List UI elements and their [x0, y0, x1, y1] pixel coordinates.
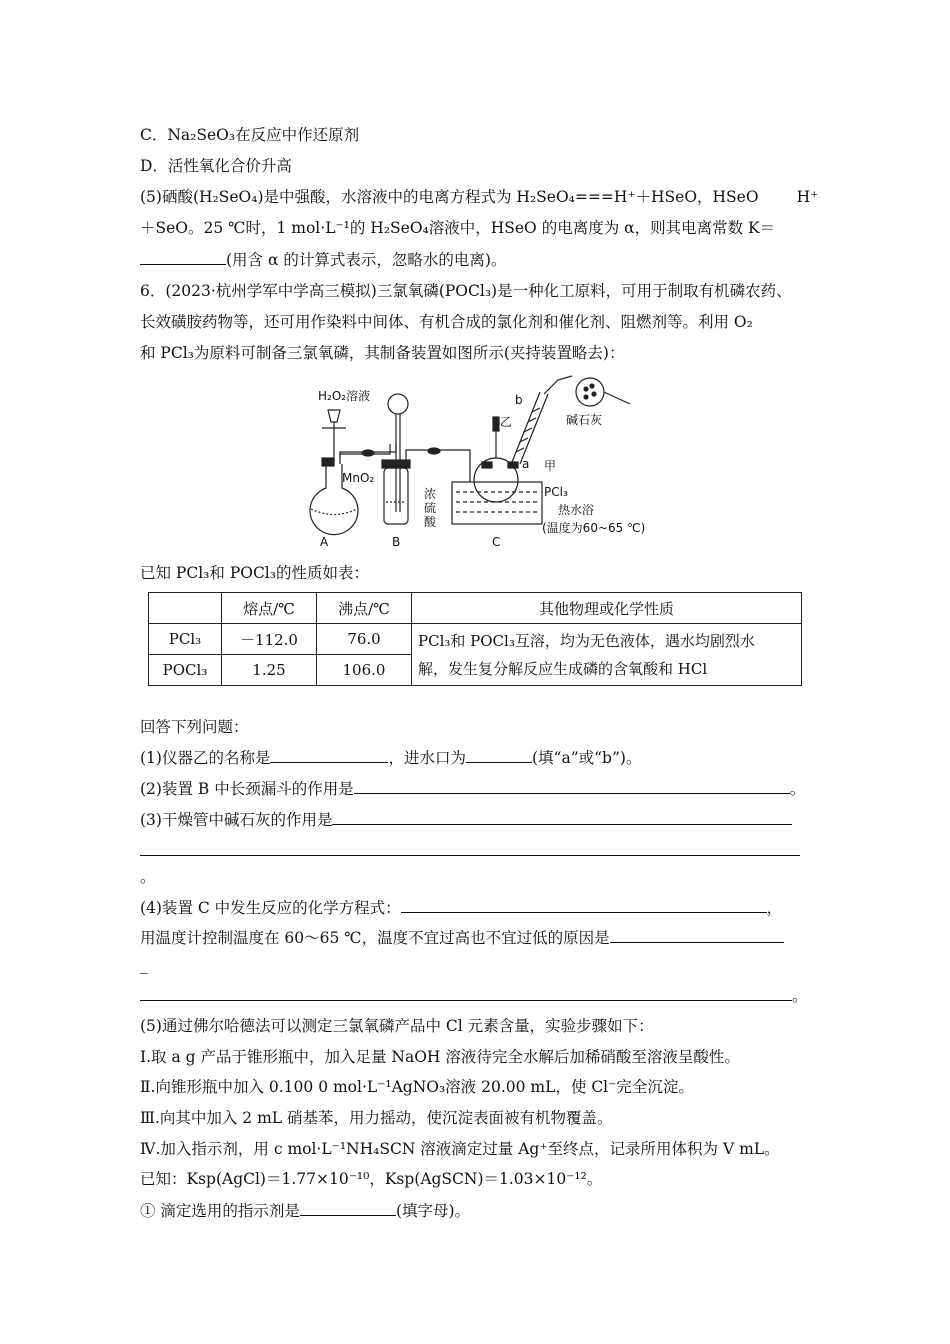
- question-2: [140, 777, 805, 800]
- label-c-apparatus: C: [492, 535, 501, 549]
- question5-line3: [140, 248, 506, 271]
- label-acid-1: 浓: [424, 487, 437, 501]
- q1-text: ，进水口为: [388, 749, 466, 767]
- q2-text: 。: [789, 780, 806, 798]
- q5-1-text: ① 滴定选用的指示剂是: [140, 1202, 300, 1220]
- answer-blank[interactable]: [300, 1199, 396, 1216]
- table-header: 熔点/℃: [222, 593, 317, 624]
- table-cell: 106.0: [317, 655, 412, 686]
- label-bath: 热水浴: [558, 503, 595, 517]
- step-3: Ⅲ.向其中加入 2 mL 硝基苯，用力摇动，使沉淀表面被有机物覆盖。: [140, 1109, 613, 1127]
- label-h2o2: H₂O₂溶液: [318, 389, 371, 403]
- label-b: b: [515, 393, 523, 407]
- label-acid-3: 酸: [424, 515, 437, 529]
- label-yi: 乙: [500, 415, 513, 429]
- q1-text: (填“a”或“b”)。: [531, 749, 642, 767]
- question6-line3: 和 PCl₃为原料可制备三氯氧磷，其制备装置如图所示(夹持装置略去)：: [140, 344, 625, 362]
- answer-blank[interactable]: [140, 984, 792, 1001]
- question-4-line2: [140, 926, 784, 949]
- question5-line1: [140, 186, 818, 208]
- long-neck-funnel: [388, 394, 408, 414]
- label-lime: 碱石灰: [566, 413, 603, 427]
- q4-text: 。: [792, 987, 808, 1005]
- question-5: (5)通过佛尔哈德法可以测定三氯氧磷产品中 Cl 元素含量，实验步骤如下：: [140, 1017, 654, 1035]
- label-temp: (温度为60~65 ℃): [542, 521, 646, 535]
- q1-text: (1)仪器乙的名称是: [140, 749, 271, 767]
- question-4-line4: [140, 984, 808, 1007]
- question-4: [140, 896, 782, 919]
- label-b-apparatus: B: [392, 535, 401, 549]
- answer-blank[interactable]: [610, 926, 784, 943]
- table-cell: PCl₃: [149, 624, 222, 655]
- table-header: 其他物理或化学性质: [412, 593, 802, 624]
- label-acid-2: 硫: [424, 501, 437, 515]
- table-cell: POCl₃: [149, 655, 222, 686]
- q4-text: (4)装置 C 中发生反应的化学方程式：: [140, 899, 401, 917]
- option-c: C．Na₂SeO₃在反应中作还原剂: [140, 126, 360, 144]
- label-pcl3: PCl₃: [544, 485, 568, 499]
- properties-table: [148, 592, 802, 686]
- answer-blank[interactable]: [401, 896, 767, 913]
- q4-text: 用温度计控制温度在 60～65 ℃，温度不宜过高也不宜过低的原因是: [140, 929, 610, 947]
- questions-intro: 回答下列问题：: [140, 718, 249, 736]
- answer-blank[interactable]: [354, 777, 790, 794]
- answer-blank[interactable]: [140, 248, 226, 265]
- question-5-1: [140, 1199, 470, 1222]
- water-bath: [452, 482, 542, 524]
- label-a-apparatus: A: [320, 535, 329, 549]
- step-4: Ⅳ.加入指示剂，用 c mol·L⁻¹NH₄SCN 溶液滴定过量 Ag⁺至终点，记录所用体积为 V mL。: [140, 1140, 780, 1158]
- drying-tube: [576, 378, 604, 406]
- table-cell-desc: [412, 624, 802, 686]
- label-jia: 甲: [544, 459, 557, 473]
- question6-line2: 长效磺胺药物等，还可用作染料中间体、有机合成的氯化剂和催化剂、阻燃剂等。利用 O₂: [140, 313, 753, 331]
- step-1: Ⅰ.取 a g 产品于锥形瓶中，加入足量 NaOH 溶液待完全水解后加稀硝酸至溶液呈酸性。: [140, 1048, 740, 1066]
- table-header: 沸点/℃: [317, 593, 412, 624]
- q5-1-text: (填字母)。: [395, 1202, 471, 1220]
- q5-text-b: H⁺: [796, 188, 819, 206]
- desc-line: 解，发生复分解反应生成磷的含氧酸和 HCl: [418, 659, 708, 678]
- label-mno2: MnO₂: [342, 471, 375, 485]
- table-header: [149, 593, 222, 624]
- question-3-line2: [140, 839, 800, 862]
- table-intro: 已知 PCl₃和 POCl₃的性质如表：: [140, 564, 369, 582]
- table-header-row: [149, 593, 802, 624]
- q2-text: (2)装置 B 中长颈漏斗的作用是: [140, 780, 354, 798]
- ksp-values: 已知：Ksp(AgCl)＝1.77×10⁻¹⁰，Ksp(AgSCN)＝1.03×10⁻¹²。: [140, 1170, 603, 1188]
- question-3-end: 。: [140, 868, 156, 886]
- question-4-line3: _: [140, 956, 148, 974]
- question-3: [140, 808, 792, 831]
- separatory-funnel: [328, 410, 340, 422]
- label-a: a: [522, 457, 530, 471]
- answer-blank[interactable]: [270, 746, 388, 763]
- answer-blank[interactable]: [332, 808, 792, 825]
- question6-line1: 6．(2023·杭州学军中学高三模拟)三氯氧磷(POCl₃)是一种化工原料，可用于制取有机磷农药、: [140, 282, 792, 300]
- answer-blank[interactable]: [140, 839, 800, 856]
- step-2: Ⅱ.向锥形瓶中加入 0.100 0 mol·L⁻¹AgNO₃溶液 20.00 mL，使 Cl⁻完全沉淀。: [140, 1078, 694, 1096]
- question-1: [140, 746, 641, 769]
- table-cell: 1.25: [222, 655, 317, 686]
- q4-text: ，: [766, 899, 783, 917]
- question5-line2: ＋SeO。25 ℃时，1 mol·L⁻¹的 H₂SeO₄溶液中，HSeO 的电离度为 α，则其电离常数 K＝: [140, 219, 776, 237]
- q5-text-a: (5)硒酸(H₂SeO₄)是中强酸，水溶液中的电离方程式为 H₂SeO₄===H⁺＋HSeO，HSeO: [140, 188, 759, 206]
- apparatus-diagram: [300, 372, 660, 552]
- desc-line: PCl₃和 POCl₃互溶，均为无色液体，遇水均剧烈水: [418, 631, 755, 650]
- answer-blank[interactable]: [466, 746, 532, 763]
- table-cell: －112.0: [222, 624, 317, 655]
- q5-text-c: (用含 α 的计算式表示，忽略水的电离)。: [226, 251, 507, 269]
- option-d: D．活性氧化合价升高: [140, 157, 292, 175]
- table-cell: 76.0: [317, 624, 412, 655]
- q3-text: (3)干燥管中碱石灰的作用是: [140, 811, 333, 829]
- table-row: [149, 624, 802, 655]
